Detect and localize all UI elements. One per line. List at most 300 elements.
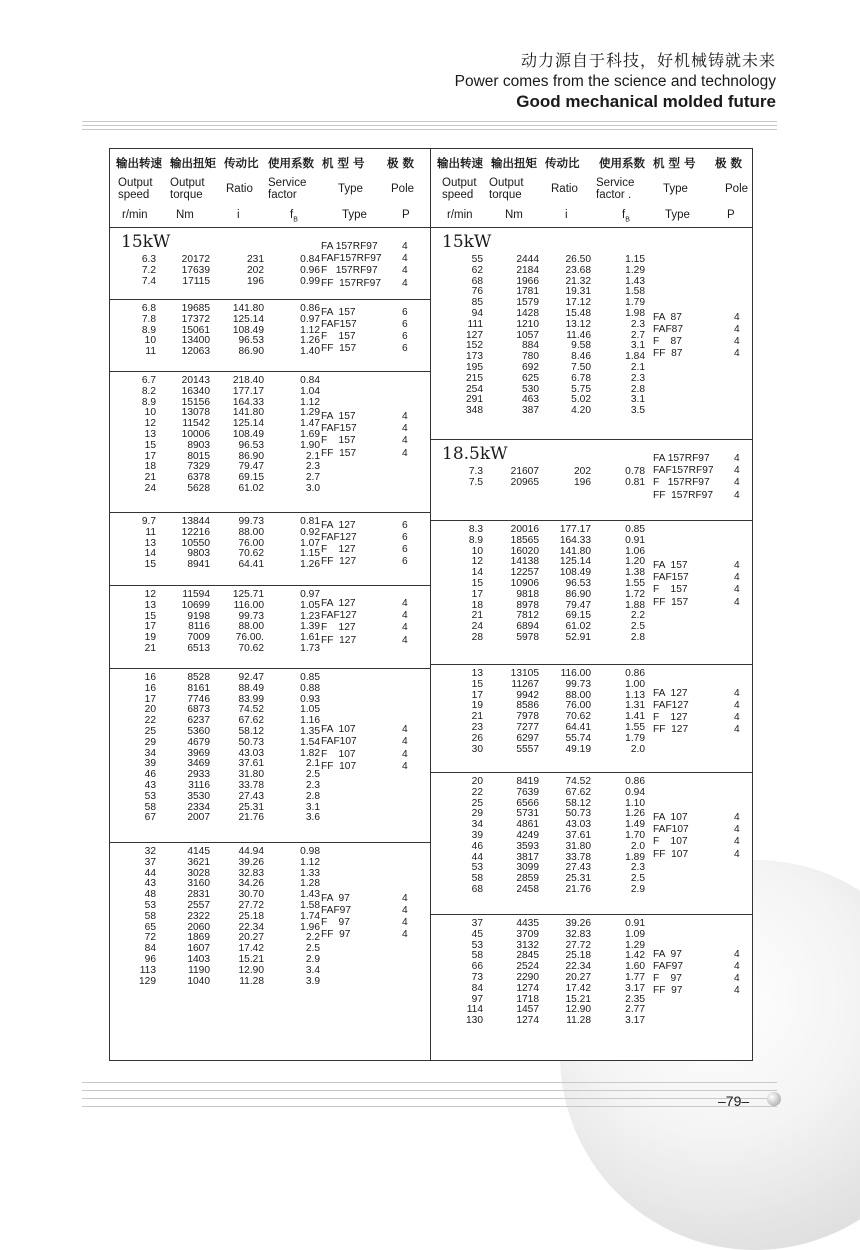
type-line xyxy=(321,598,408,610)
table-cell: 1.90 xyxy=(300,439,320,451)
table-cell: 39.26 xyxy=(565,918,591,929)
table-cell: 291 xyxy=(466,394,483,406)
table-cell: 8419 xyxy=(516,776,539,787)
table-cell: 3.4 xyxy=(305,964,320,976)
table-cell: 7.8 xyxy=(141,313,156,325)
table-cell: 8903 xyxy=(187,439,210,451)
table-row xyxy=(431,884,645,896)
table-cell: 2524 xyxy=(516,961,539,973)
column-header-en xyxy=(226,183,253,195)
table-cell: 8941 xyxy=(187,559,210,571)
table-cell: 21.76 xyxy=(565,884,591,895)
table-cell: 17 xyxy=(471,588,483,600)
type-list xyxy=(321,411,408,460)
table-cell: 76.00 xyxy=(565,700,591,712)
column-header-en xyxy=(489,177,524,201)
table-cell: 22.34 xyxy=(565,961,591,973)
type-name: F 97 xyxy=(321,917,350,929)
column-header-en-line: Pole xyxy=(391,183,415,195)
table-cell: 3969 xyxy=(187,747,210,759)
table-cell: 37.61 xyxy=(565,830,591,841)
table-cell: 2.7 xyxy=(630,329,645,341)
table-cell: 177.17 xyxy=(559,524,591,535)
table-cell: 1.23 xyxy=(300,610,320,622)
table-cell: 9818 xyxy=(516,588,539,600)
pole-count: 4 xyxy=(402,610,408,622)
type-line xyxy=(321,904,408,917)
table-cell: 86.90 xyxy=(238,346,264,358)
table-cell: 1274 xyxy=(516,982,539,994)
table-cell: 1.07 xyxy=(300,537,320,549)
table-group xyxy=(110,299,430,372)
table-cell: 17 xyxy=(471,689,483,701)
table-cell: 3.1 xyxy=(305,801,320,813)
table-cell: 20172 xyxy=(181,254,210,265)
pole-count: 4 xyxy=(402,265,408,277)
table-cell: 11.28 xyxy=(566,1015,591,1027)
column-header-unit: $f_B$ xyxy=(622,209,630,224)
column-header xyxy=(110,149,430,228)
table-row xyxy=(110,375,320,387)
table-cell: 1274 xyxy=(516,1015,539,1027)
table-cell: 4249 xyxy=(516,830,539,841)
table-row xyxy=(110,964,320,977)
table-cell: 8.9 xyxy=(468,534,483,546)
type-list xyxy=(653,812,740,861)
table-cell: 88.49 xyxy=(238,682,264,694)
column-header-unit-sub: B xyxy=(625,216,630,224)
table-row xyxy=(110,254,320,266)
table-cell: 11594 xyxy=(182,589,210,600)
table-cell: 3132 xyxy=(516,939,539,951)
column-header-cn: 输出扭矩 xyxy=(170,156,216,170)
table-cell: 20.27 xyxy=(238,932,264,944)
header-rule xyxy=(82,125,777,126)
table-cell: 86.90 xyxy=(565,588,591,600)
table-row xyxy=(110,856,320,869)
table-row xyxy=(110,621,320,633)
table-cell: 9942 xyxy=(516,689,539,701)
table-cell: 9803 xyxy=(187,548,210,560)
table-cell: 1.89 xyxy=(625,851,645,863)
type-name: F 127 xyxy=(321,622,356,634)
footer-rule xyxy=(82,1082,777,1083)
table-cell: 0.94 xyxy=(625,786,645,798)
table-cell: 1.20 xyxy=(625,556,645,568)
table-cell: 2322 xyxy=(187,910,210,922)
table-row xyxy=(110,526,320,539)
table-cell: 19 xyxy=(144,632,156,644)
table-row xyxy=(110,643,320,655)
table-cell: 14138 xyxy=(510,556,539,568)
table-row xyxy=(110,747,320,760)
type-line xyxy=(653,465,740,477)
table-cell: 1.58 xyxy=(625,286,645,298)
table-cell: 27.43 xyxy=(238,790,264,802)
table-cell: 3593 xyxy=(516,840,539,852)
table-cell: 1.26 xyxy=(300,335,320,347)
table-cell: 6.3 xyxy=(141,254,156,265)
table-cell: 0.86 xyxy=(300,303,320,314)
table-cell: 15156 xyxy=(181,396,210,408)
column-header-en-line: torque xyxy=(489,189,522,201)
type-line xyxy=(653,699,740,712)
pole-count: 4 xyxy=(734,311,740,323)
table-cell: 10006 xyxy=(181,429,210,440)
type-name: FF 127 xyxy=(653,724,689,736)
table-row xyxy=(431,982,645,995)
type-line xyxy=(321,241,408,253)
table-cell: 84 xyxy=(144,943,156,955)
type-line xyxy=(653,985,740,997)
type-name: FAF157RF97 xyxy=(653,465,714,477)
column-header-en-line: Output xyxy=(118,177,153,189)
table-cell: 1966 xyxy=(516,275,539,287)
table-cell: 7.4 xyxy=(141,275,156,287)
table-cell: 43 xyxy=(144,780,156,791)
pole-count: 4 xyxy=(402,277,408,289)
pole-count: 4 xyxy=(734,948,740,960)
table-cell: 21 xyxy=(471,711,483,723)
pole-count: 4 xyxy=(734,699,740,711)
table-row xyxy=(110,461,320,473)
table-cell: 70.62 xyxy=(238,643,264,654)
table-cell: 15 xyxy=(471,578,483,589)
table-row xyxy=(431,732,645,745)
table-cell: 11 xyxy=(145,346,156,358)
type-name: FF 127 xyxy=(321,556,357,568)
table-cell: 16 xyxy=(144,672,156,683)
table-cell: 3.6 xyxy=(305,812,320,824)
table-cell: 58 xyxy=(471,950,483,962)
table-row xyxy=(431,264,645,277)
type-line xyxy=(653,584,740,596)
type-name: FF 97 xyxy=(653,985,683,997)
table-cell: 8.3 xyxy=(468,524,483,535)
table-cell: 96.53 xyxy=(565,578,591,589)
table-cell: 17639 xyxy=(181,264,210,276)
table-cell: 625 xyxy=(522,372,539,384)
type-line xyxy=(321,277,408,290)
table-cell: 83.99 xyxy=(238,693,264,705)
footer-rule xyxy=(82,1090,777,1091)
table-cell: 12 xyxy=(144,418,156,430)
pole-count: 6 xyxy=(402,556,408,568)
type-list xyxy=(653,948,740,998)
table-cell: 46 xyxy=(144,769,156,781)
table-cell: 15.48 xyxy=(565,308,591,319)
table-cell: 231 xyxy=(247,254,264,265)
type-name: F 127 xyxy=(321,543,356,555)
type-name: FAF127 xyxy=(321,610,357,622)
table-cell: 1210 xyxy=(516,318,539,330)
table-cell: 7329 xyxy=(187,461,210,473)
table-cell: 2.3 xyxy=(630,862,645,874)
type-line xyxy=(321,411,408,423)
table-cell: 5628 xyxy=(187,483,210,494)
column-header-en-line: Output xyxy=(442,177,477,189)
table-cell: 29 xyxy=(471,808,483,820)
table-cell: 11542 xyxy=(182,418,210,430)
table-cell: 1.13 xyxy=(625,689,645,701)
type-line xyxy=(321,622,408,634)
table-cell: 13105 xyxy=(510,668,539,679)
table-row xyxy=(431,405,645,417)
table-cell: 2.35 xyxy=(625,993,645,1005)
type-line xyxy=(321,435,408,447)
table-cell: 15.21 xyxy=(565,993,591,1005)
table-cell: 96.53 xyxy=(238,335,264,347)
table-cell: 67 xyxy=(144,812,156,824)
table-cell: 25 xyxy=(471,797,483,809)
column-header-cn: 极 数 xyxy=(387,156,415,170)
table-cell: 1718 xyxy=(516,993,539,1005)
table-cell: 19685 xyxy=(181,303,210,314)
pole-count: 4 xyxy=(734,477,740,489)
type-list xyxy=(653,311,740,361)
type-name: FA 157RF97 xyxy=(321,241,378,252)
type-name: F 157 xyxy=(653,584,688,596)
pole-count: 4 xyxy=(402,598,408,609)
table-cell: 1781 xyxy=(516,286,539,298)
table-cell: 2.8 xyxy=(630,383,645,395)
table-cell: 15 xyxy=(144,559,156,571)
type-line xyxy=(321,736,408,748)
table-row xyxy=(110,429,320,441)
table-cell: 37 xyxy=(471,918,483,929)
table-row xyxy=(110,693,320,706)
table-cell: 5.02 xyxy=(571,394,591,406)
header-chinese-slogan: 动力源自于科技，好机械铸就未来 xyxy=(520,51,776,70)
table-cell: 15 xyxy=(471,678,483,690)
table-cell: 2184 xyxy=(516,264,539,276)
table-cell: 1.74 xyxy=(300,910,320,922)
table-cell: 1.10 xyxy=(625,797,645,809)
table-cell: 55.74 xyxy=(565,732,591,744)
table-cell: 44.94 xyxy=(238,846,264,857)
type-name: FA 107 xyxy=(653,812,688,823)
column-header-en-line: Type xyxy=(338,183,363,195)
table-cell: 68 xyxy=(471,275,483,287)
table-cell: 2831 xyxy=(187,889,210,901)
table-cell: 34 xyxy=(471,819,483,831)
table-cell: 29 xyxy=(144,736,156,748)
table-cell: 2845 xyxy=(516,950,539,962)
type-name: FAF157 xyxy=(321,423,357,435)
table-row xyxy=(431,632,645,644)
type-line xyxy=(321,343,408,355)
table-cell: 53 xyxy=(144,900,156,911)
table-cell: 2.0 xyxy=(630,840,645,852)
column-header-en-line: Service xyxy=(268,177,307,189)
type-name: FAF97 xyxy=(653,960,684,972)
table-cell: 177.17 xyxy=(232,385,264,397)
table-cell: 1057 xyxy=(516,329,539,341)
pole-count: 4 xyxy=(402,760,408,772)
type-name: FA 107 xyxy=(321,724,356,736)
table-cell: 6237 xyxy=(187,715,210,727)
table-cell: 65 xyxy=(144,921,156,933)
table-cell: 0.92 xyxy=(300,526,320,538)
column-header-en xyxy=(118,177,153,201)
table-cell: 125.14 xyxy=(232,313,264,325)
table-row xyxy=(110,682,320,695)
column-header-unit: P xyxy=(402,209,410,221)
table-cell: 64.41 xyxy=(565,722,591,733)
type-name: FF 157 xyxy=(321,447,357,459)
pole-count: 4 xyxy=(402,929,408,941)
page-header xyxy=(455,50,776,113)
type-name: FF 157RF97 xyxy=(653,489,714,501)
table-cell: 348 xyxy=(466,405,483,417)
table-cell: 64.41 xyxy=(238,559,264,571)
table-row xyxy=(110,790,320,803)
table-cell: 26.50 xyxy=(565,254,591,265)
type-list xyxy=(321,892,408,942)
pole-count: 4 xyxy=(734,712,740,724)
type-name: FF 87 xyxy=(653,348,683,360)
pole-count: 4 xyxy=(734,335,740,347)
table-cell: 2.1 xyxy=(305,758,320,770)
table-cell: 1.28 xyxy=(300,878,320,890)
table-cell: 20965 xyxy=(510,476,539,488)
column-header-cn: 使用系数 xyxy=(599,156,645,170)
type-name: FA 97 xyxy=(321,892,350,904)
table-cell: 1.49 xyxy=(625,819,645,831)
type-line xyxy=(653,348,740,360)
table-cell: 61.02 xyxy=(565,621,591,633)
table-cell: 23 xyxy=(471,722,483,733)
type-line xyxy=(653,335,740,348)
type-name: F 107 xyxy=(653,836,688,848)
table-cell: 99.73 xyxy=(238,610,264,622)
table-cell: 8161 xyxy=(187,682,210,694)
table-cell: 31.80 xyxy=(565,840,591,852)
table-row xyxy=(110,385,320,398)
table-cell: 22 xyxy=(471,786,483,798)
table-cell: 70.62 xyxy=(565,711,591,723)
table-cell: 7277 xyxy=(516,722,539,733)
table-cell: 6378 xyxy=(187,472,210,484)
table-cell: 14 xyxy=(471,567,483,579)
table-cell: 19.31 xyxy=(565,286,591,298)
table-cell: 3530 xyxy=(187,790,210,802)
type-line xyxy=(321,519,408,532)
table-cell: 3.0 xyxy=(305,483,320,494)
table-cell: 10 xyxy=(471,545,483,557)
table-cell: 1.55 xyxy=(625,722,645,733)
table-cell: 2.7 xyxy=(305,472,320,484)
type-name: FA 87 xyxy=(653,311,682,323)
table-cell: 9.58 xyxy=(571,340,591,352)
table-cell: 37 xyxy=(144,856,156,868)
type-line xyxy=(321,892,408,905)
table-cell: 1.31 xyxy=(625,700,645,712)
table-cell: 0.84 xyxy=(300,375,320,386)
table-cell: 1.79 xyxy=(625,297,645,309)
table-group xyxy=(110,512,430,586)
type-name: FF 107 xyxy=(321,760,357,772)
table-cell: 10699 xyxy=(181,599,210,611)
table-cell: 85 xyxy=(471,297,483,309)
pole-count: 4 xyxy=(734,560,740,571)
column-header-unit: Type xyxy=(665,209,690,221)
type-line xyxy=(653,712,740,724)
table-cell: 39 xyxy=(144,758,156,770)
table-cell: 79.47 xyxy=(565,599,591,611)
type-name: F 97 xyxy=(653,972,682,984)
table-cell: 69.15 xyxy=(238,472,264,484)
pole-count: 4 xyxy=(402,447,408,459)
table-cell: 13 xyxy=(144,429,156,440)
table-cell: 1.69 xyxy=(300,429,320,440)
pole-count: 6 xyxy=(402,531,408,543)
table-cell: 74.52 xyxy=(238,704,264,716)
table-cell: 8586 xyxy=(516,700,539,712)
pole-count: 4 xyxy=(734,465,740,477)
left-panel xyxy=(110,149,430,1060)
table-cell: 20143 xyxy=(181,375,210,386)
column-header-cn: 机 型 号 xyxy=(322,156,365,170)
table-cell: 22 xyxy=(144,715,156,727)
table-cell: 99.73 xyxy=(238,516,264,527)
table-row xyxy=(110,704,320,716)
table-cell: 21 xyxy=(144,472,156,484)
pole-count: 6 xyxy=(402,519,408,531)
table-cell: 3.9 xyxy=(305,975,320,987)
table-cell: 2.3 xyxy=(305,461,320,473)
table-row xyxy=(431,476,645,489)
type-name: FF 157 xyxy=(653,596,689,608)
type-list xyxy=(321,724,408,773)
table-row xyxy=(110,846,320,858)
table-cell: 58 xyxy=(144,910,156,922)
table-row xyxy=(110,878,320,890)
table-cell: 1.33 xyxy=(300,867,320,879)
table-cell: 5731 xyxy=(516,808,539,820)
table-group xyxy=(110,842,430,1061)
table-cell: 2557 xyxy=(187,900,210,911)
table-cell: 0.86 xyxy=(625,668,645,679)
table-cell: 66 xyxy=(471,961,483,973)
pole-count: 4 xyxy=(734,824,740,836)
table-cell: 1.39 xyxy=(300,621,320,633)
table-cell: 96.53 xyxy=(238,439,264,451)
table-cell: 4145 xyxy=(187,846,210,857)
type-line xyxy=(653,848,740,861)
table-cell: 53 xyxy=(471,939,483,951)
column-header-en-line: Pole xyxy=(725,183,749,195)
table-row xyxy=(110,418,320,430)
type-name: F 157 xyxy=(321,435,356,447)
power-rating: 15kW xyxy=(121,232,171,252)
type-name: FA 127 xyxy=(321,519,356,531)
table-cell: 9.7 xyxy=(141,516,156,527)
table-cell: 15 xyxy=(144,439,156,451)
table-cell: 13 xyxy=(144,599,156,611)
table-cell: 4679 xyxy=(187,736,210,748)
table-row xyxy=(110,769,320,781)
pole-count: 6 xyxy=(402,543,408,555)
table-cell: 17 xyxy=(144,693,156,705)
table-cell: 3116 xyxy=(188,780,210,791)
table-cell: 4435 xyxy=(516,918,539,929)
type-line xyxy=(653,948,740,961)
type-line xyxy=(653,812,740,824)
column-header-en xyxy=(391,183,414,195)
column-header-en xyxy=(596,177,634,201)
table-cell: 1.58 xyxy=(300,900,320,911)
